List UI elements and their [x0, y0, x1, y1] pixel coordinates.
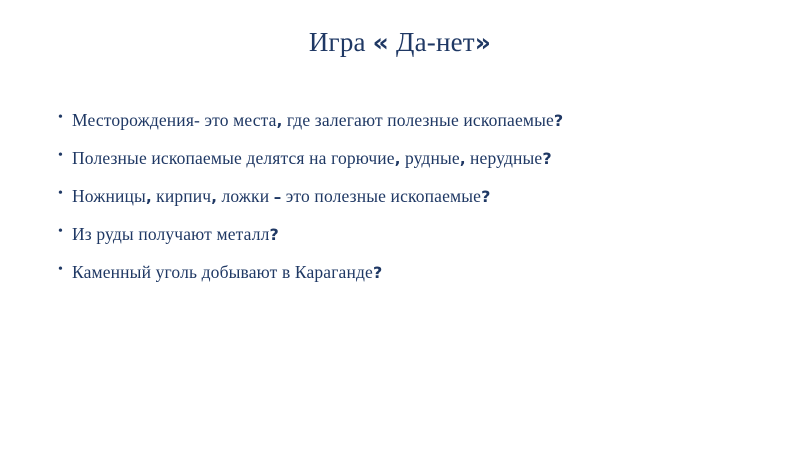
list-item: [58, 110, 748, 132]
bullet-icon: •: [58, 223, 63, 239]
list-item-comma: ,: [145, 187, 152, 206]
list-item-question-mark: ?: [542, 148, 552, 168]
list-item-label-4: это полезные ископаемые: [281, 185, 482, 206]
page-title-quote-text: Да-нет: [389, 27, 475, 57]
list-item-comma: ,: [394, 149, 401, 168]
list-item-label-2: где залегают полезные ископаемые: [282, 110, 554, 130]
list-item-label: Ножницы: [72, 185, 146, 206]
bullet-icon: •: [58, 185, 63, 201]
list-item-comma-2: ,: [211, 187, 217, 206]
bullet-icon: •: [58, 147, 63, 163]
list-item-label: Каменный уголь добывают в Караганде: [72, 261, 373, 282]
list-item-label: Полезные ископаемые делятся на горючие: [72, 147, 395, 168]
list-item-dash: –: [273, 187, 282, 206]
list-item-question-mark: ?: [269, 224, 279, 244]
list-item-label-3: нерудные: [465, 147, 543, 168]
list-item-label: Месторождения- это места: [72, 110, 277, 130]
bullet-icon: •: [58, 261, 63, 277]
list-item-label: Из руды получают металл: [72, 223, 270, 244]
page-title-main: Игра: [308, 27, 366, 57]
list-item: [58, 186, 748, 208]
list-item-label-3: ложки: [216, 185, 274, 206]
list-item: [58, 148, 748, 170]
bullet-icon: •: [58, 110, 63, 125]
page-title-quote-open: «: [372, 28, 390, 57]
list-item: [58, 224, 748, 246]
list-item-label-2: кирпич: [151, 185, 212, 206]
list-item-comma: ,: [276, 112, 283, 130]
page-title-quote-close: »: [474, 28, 492, 57]
list-item-comma-2: ,: [459, 149, 466, 168]
question-list: [58, 110, 748, 299]
list-item-question-mark: ?: [481, 186, 491, 206]
list-item: [58, 262, 748, 284]
list-item-question-mark: ?: [553, 111, 564, 130]
page-title: [0, 26, 800, 58]
list-item-question-mark: ?: [372, 262, 383, 282]
list-item-label-2: рудные: [400, 147, 460, 168]
